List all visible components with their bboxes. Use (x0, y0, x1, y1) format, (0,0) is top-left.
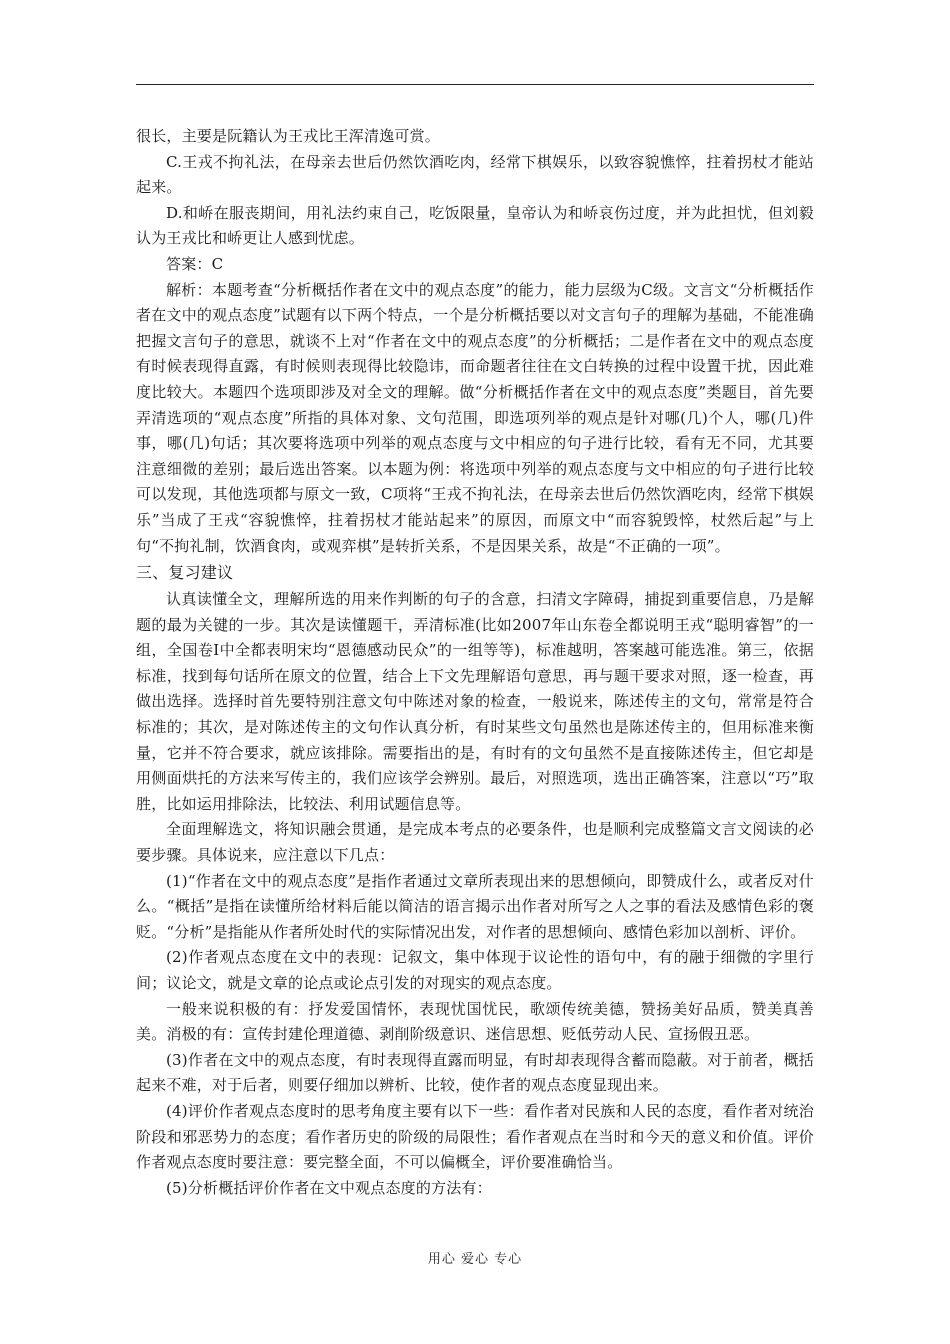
point-1: (1)“作者在文中的观点态度”是指作者通过文章所表现出来的思想倾向，即赞成什么，或者反对什么。“概括”是指在读懂所给材料后能以简洁的语言揭示出作者对所写之人之事的看法及感情色彩的褒贬。“分析”是指能从作者所处时代的实际情况出发，对作者的思想倾向、感情色彩加以剖析、评价。 (136, 871, 814, 941)
advice-paragraph-2: 全面理解选文，将知识融会贯通，是完成本考点的必要条件，也是顺利完成整篇文言文阅读的必要步骤。具体说来，应注意以下几点： (136, 820, 814, 865)
section-heading-review-advice: 三、复习建议 (136, 563, 234, 583)
point-2-detail: 一般来说积极的有：抒发爱国情怀，表现忧国忧民，歌颂传统美德，赞扬美好品质，赞美真善美。消极的有：宣传封建伦理道德、剥削阶级意识、迷信思想、贬低劳动人民、宣扬假丑恶。 (136, 999, 814, 1044)
analysis-paragraph: 解析：本题考查“分析概括作者在文中的观点态度”的能力，能力层级为C级。文言文“分析概括作者在文中的观点态度”试题有以下两个特点，一个是分析概括要以对文言句子的理解为基础，不能准确把握文言句子的意思，就谈不上对“作者在文中的观点态度”的分析概括；二是作者在文中的观点态度有时候表现得直露，有时候则表现得比较隐讳，而命题者往往在文白转换的过程中设置干扰，因此难度比较大。本题四个选项即涉及对全文的理解。做“分析概括作者在文中的观点态度”类题目，首先要弄清选项的“观点态度”所指的具体对象、文句范围，即选项列举的观点是针对哪(几)个人，哪(几)件事，哪(几)句话；其次要将选项中列举的观点态度与文中相应的句子进行比较，看有无不同，尤其要注意细微的差别；最后选出答案。以本题为例：将选项中列举的观点态度与文中相应的句子进行比较可以发现，其他选项都与原文一致，C项将“王戎不拘礼法，在母亲去世后仍然饮酒吃肉，经常下棋娱乐”当成了王戎“容貌憔悴，拄着拐杖才能站起来”的原因，而原文中“而容貌毁悴，杖然后起”与上句“不拘礼制，饮酒食肉，或观弈棋”是转折关系，不是因果关系，故是“不正确的一项”。 (136, 280, 814, 555)
answer: 答案：C (166, 254, 224, 273)
option-c: C.王戎不拘礼法，在母亲去世后仍然饮酒吃肉，经常下棋娱乐，以致容貌憔悴，拄着拐杖才能站起来。 (136, 152, 814, 197)
point-4: (4)评价作者观点态度时的思考角度主要有以下一些：看作者对民族和人民的态度，看作者对统治阶段和邪恶势力的态度；看作者历史的阶级的局限性；看作者观点在当时和今天的意义和价值。评价作者观点态度时要注意：要完整全面，不可以偏概全，评价要准确恰当。 (136, 1101, 814, 1172)
point-3: (3)作者在文中的观点态度，有时表现得直露而明显，有时却表现得含蓄而隐蔽。对于前者，概括起来不难，对于后者，则要仔细加以辨析、比较，使作者的观点态度显现出来。 (136, 1050, 814, 1095)
page-footer: 用心 爱心 专心 (427, 1252, 523, 1267)
paragraph-continuation: 很长，主要是阮籍认为王戎比王浑清逸可赏。 (136, 127, 441, 145)
header-rule (136, 84, 814, 85)
point-2: (2)作者观点态度在文中的表现：记叙文，集中体现于议论性的语句中，有的融于细微的字里行间；议论文，就是文章的论点或论点引发的对现实的观点态度。 (136, 948, 814, 992)
advice-paragraph-1: 认真读懂全文，理解所选的用来作判断的句子的含意，扫清文字障碍，捕捉到重要信息，乃是解题的最为关键的一步。其次是读懂题干，弄清标准(比如2007年山东卷全都说明王戎“聪明睿智”的一组，全国卷Ⅰ中全都表明宋均“恩德感动民众”的一组等等)，标准越明，答案越可能选准。第三，依据标准，找到每句话所在原文的位置，结合上下文先理解语句意思，再与题干要求对照，逐一检查，再做出选择。选择时首先要特别注意文句中陈述对象的检查，一般说来，陈述传主的文句，常常是符合标准的；其次，是对陈述传主的文句作认真分析，有时某些文句虽然也是陈述传主的，但用标准来衡量，它并不符合要求，就应该排除。需要指出的是，有时有的文句虽然不是直接陈述传主，但它却是用侧面烘托的方法来写传主的，我们应该学会辨别。最后，对照选项，选出正确答案，注意以“巧”取胜，比如运用排除法，比较法、利用试题信息等。 (136, 590, 814, 813)
point-5: (5)分析概括评价作者在文中观点态度的方法有： (166, 1178, 492, 1197)
option-d: D.和峤在服丧期间，用礼法约束自己，吃饭限量，皇帝认为和峤哀伤过度，并为此担忧，但刘毅认为王戎比和峤更让人感到忧虑。 (136, 203, 814, 248)
document-body (136, 124, 814, 1201)
